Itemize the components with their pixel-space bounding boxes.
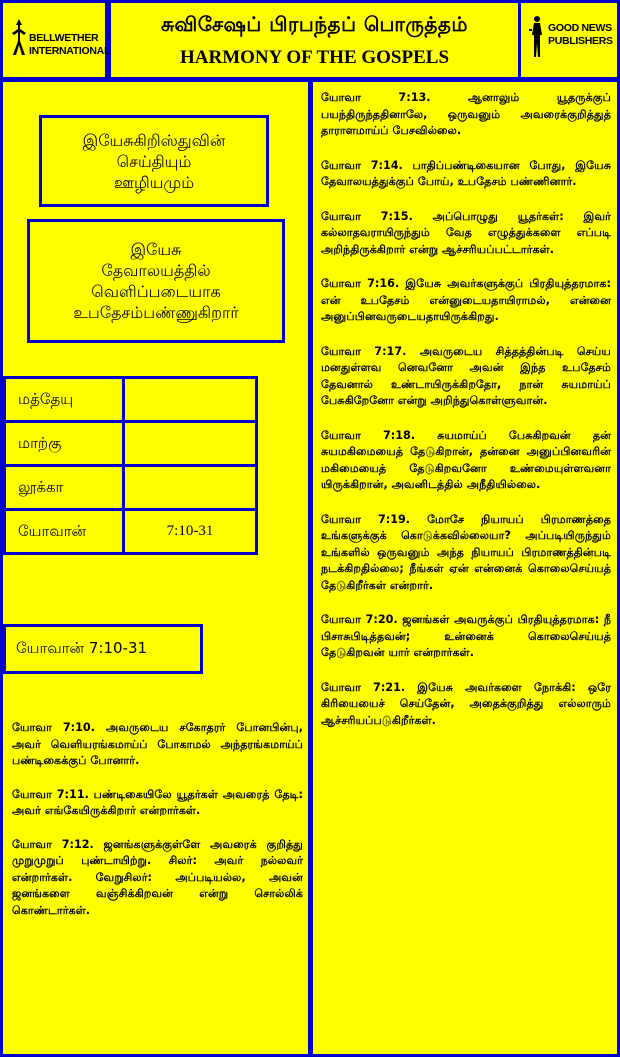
verse-text: யோவா 7:14. பாதிப்பண்டிகையான போது, இயேசு தேவாலயத்துக்குப் போய், உபதேசம் பண்ணினார். <box>321 158 611 188</box>
logo-right-line1: GOOD NEWS <box>548 22 612 34</box>
title-english: HARMONY OF THE GOSPELS <box>179 47 450 68</box>
subject-line: இயேசுகிறிஸ்துவின் <box>82 130 226 150</box>
bellwether-figure-icon <box>8 17 30 57</box>
bellwether-logo <box>3 3 111 77</box>
book-name: யோவான் <box>5 510 124 554</box>
table-row <box>5 422 257 466</box>
verse-text: யோவா 7:13. ஆனாலும் யூதருக்குப் பயந்திருந்ததினாலே, ஒருவனும் அவரைக்குறித்துத் தாராளமாய்ப் பேசவில்லை. <box>321 91 611 137</box>
subject-heading <box>39 115 269 207</box>
good-news-logo <box>521 3 617 77</box>
book-reference <box>124 378 257 422</box>
verse-text: யோவா 7:18. சுயமாய்ப் பேசுகிறவன் தன் சுயமகிமையைத் தேடுகிறான், தன்னை அனுப்பினவரின் மகிமையைத் தேடுகிறவனோ உண்மையுள்ளவனா யிருக்கிறான், அவனிடத்தில் அநீதியில்லை. <box>321 428 611 491</box>
title-tamil: சுவிசேஷப் பிரபந்தப் பொருத்தம் <box>160 12 469 36</box>
verse-text: யோவா 7:15. அப்பொழுது யூதர்கள்: இவர் கல்லாதவராயிருந்தும் வேத எழுத்துக்களை எப்படி அறிந்திருக்கிறார் என்று ஆச்சரியப்பட்டார்கள். <box>321 209 611 256</box>
good-news-figure-icon <box>527 15 547 59</box>
verse-text: யோவா 7:11. பண்டிகையிலே யூதர்கள் அவரைத் தேடி: அவர் எங்கேயிருக்கிறார் என்றார்கள். <box>12 787 303 817</box>
verse-text: யோவா 7:21. இயேசு அவர்களை நோக்கி: ஒரே கிரியையைச் செய்தேன், அதைக்குறித்து எல்லாரும் ஆச்சரியப்படுகிறீர்கள். <box>321 680 611 727</box>
section-line: உபதேசம்பண்ணுகிறார் <box>73 303 239 322</box>
verse-text: யோவா 7:12. ஜனங்களுக்குள்ளே அவரைக் குறித்து முறுமுறுப் புண்டாயிற்று. சிலர்: அவர் நல்லவர் என்றார்கள். வேறுசிலர்: அப்படியல்ல, அவன் ஜனங்களை வஞ்சிக்கிறவன் என்று சொல்லிக் கொண்டார்கள். <box>12 837 303 917</box>
verse-text: யோவா 7:19. மோசே நியாயப் பிரமாணத்தை உங்களுக்குக் கொடுக்கவில்லையா? அப்படியிருந்தும் உங்களில் ஒருவனும் அந்த நியாயப் பிரமாணத்தின்படி நடக்கிறதில்லை; நீங்கள் ஏன் என்னைக் கொலைசெய்யத் தேடுகிறீர்கள் என்றார். <box>321 512 611 592</box>
left-column <box>3 82 308 1054</box>
book-name: மாற்கு <box>5 422 124 466</box>
logo-left-line2: INTERNATIONAL <box>29 45 111 57</box>
book-reference <box>124 466 257 510</box>
verse-text: யோவா 7:10. அவருடைய சகோதரர் போனபின்பு, அவர் வெளியரங்கமாய்ப் போகாமல் அந்தரங்கமாய்ப் பண்டிகைக்குப் போனார். <box>12 721 303 767</box>
table-row <box>5 510 257 554</box>
subject-line: ஊழியமும் <box>113 172 195 192</box>
section-line: தேவாலயத்தில் <box>101 261 211 280</box>
verse-list <box>12 720 303 936</box>
section-line: வெளிப்படையாக <box>91 282 221 301</box>
verse-list <box>321 90 611 747</box>
book-reference: 7:10-31 <box>124 510 257 554</box>
section-heading <box>27 219 285 343</box>
passage-reference: யோவான் 7:10-31 <box>3 624 203 674</box>
gospel-reference-table <box>3 376 258 555</box>
verse-text: யோவா 7:16. இயேசு அவர்களுக்குப் பிரதியுத்தரமாக: என் உபதேசம் என்னுடையதாயிராமல், என்னை அனுப்பினவருடையதாயிருக்கிறது. <box>321 277 611 323</box>
logo-left-line1: BELLWETHER <box>29 32 99 44</box>
book-name: லூக்கா <box>5 466 124 510</box>
verse-text: யோவா 7:20. ஜனங்கள் அவருக்குப் பிரதியுத்தரமாக: நீ பிசாசுபிடித்தவன்; உன்னைக் கொலைசெய்யத் தேடுகிறவன் யார் என்றார்கள். <box>321 613 611 659</box>
table-row <box>5 378 257 422</box>
section-line: இயேசு <box>130 240 182 259</box>
book-name: மத்தேயு <box>5 378 124 422</box>
header-title <box>111 3 518 77</box>
right-column <box>313 82 617 1054</box>
subject-line: செய்தியும் <box>116 151 192 171</box>
book-reference <box>124 422 257 466</box>
logo-right-line2: PUBLISHERS <box>548 35 613 47</box>
table-row <box>5 466 257 510</box>
verse-text: யோவா 7:17. அவருடைய சித்தத்தின்படி செய்ய மனதுள்ளவ னெவனோ அவன் இந்த உபதேசம் தேவனால் உண்டாயிருக்கிறதோ, நான் சுயமாய்ப் பேசுகிறேனோ என்று அறிந்துகொள்ளுவான். <box>321 344 611 407</box>
